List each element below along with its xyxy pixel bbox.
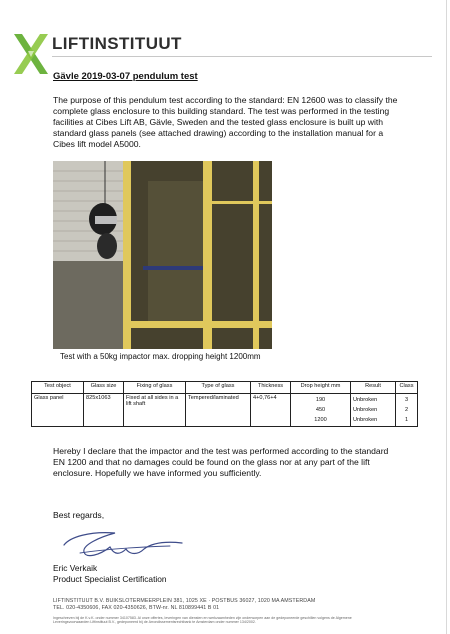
intro-paragraph: The purpose of this pendulum test according to the standard: EN 12600 was to classify the complete glass enclosure to this building standard. The test was performed in the testing facilities at Cibes Lift AB, Gävle, Sweden and the tested glass enclosure is built up with standard glass panels (see attached drawing) according to the installation manual for a Cibes lift model A5000.: [53, 95, 398, 149]
drop-height-value: 450: [315, 407, 326, 413]
handwritten-signature: [60, 525, 190, 565]
class-value: 2: [404, 407, 409, 413]
header-divider: [52, 56, 432, 57]
header-cell: Type of glass: [186, 382, 251, 394]
drop-height-value: 1200: [314, 417, 327, 423]
brand-name: LIFTINSTITUUT: [52, 34, 182, 53]
drop-height-value: 190: [315, 397, 326, 403]
class-value: 1: [404, 417, 409, 423]
footer-address: LIFTINSTITUUT B.V. BUIKSLOTERMEERPLEIN 381, 1025 XE · POSTBUS 36027, 1020 MA AMSTERDAM: [53, 598, 316, 604]
signer-name: Eric Verkaik: [53, 563, 98, 573]
header-cell: Glass size: [84, 382, 124, 394]
header-cell: Thickness: [251, 382, 291, 394]
table-row: [32, 394, 418, 427]
result-value: Unbroken: [353, 397, 378, 403]
test-photo: [53, 161, 272, 349]
header-cell: Drop height mm: [291, 382, 351, 394]
cell-drop-heights: [291, 394, 351, 427]
cell-glass-size: 825x1063: [84, 394, 124, 427]
cell-fixing: Fixed at all sides in a lift shaft: [124, 394, 186, 427]
cell-classes: [396, 394, 418, 427]
page-edge-line: [446, 0, 447, 634]
footer-contact: TEL. 020-4350606, FAX 020-4350626, BTW-nr. NL 810899441 B 01: [53, 605, 220, 611]
results-table: [31, 381, 418, 427]
cell-glass-type: Tempered/laminated: [186, 394, 251, 427]
header-cell: Class: [396, 382, 418, 394]
cell-thickness: 4+0,76+4: [251, 394, 291, 427]
header-cell: Fixing of glass: [124, 382, 186, 394]
cell-test-object: Glass panel: [32, 394, 84, 427]
signer-role: Product Specialist Certification: [53, 574, 167, 584]
declaration-paragraph: Hereby I declare that the impactor and the test was performed according to the standard EN 1200 and that no damages could be found on the glass nor at any part of the lift enclosure. Hopefully we have informed you sufficiently.: [53, 446, 389, 478]
cell-results: [351, 394, 396, 427]
footer-fine-print: Ingeschreven bij de K.v.K. onder nummer 34107583. Al onze offertes, leveringen van diensten en werkzaamheden zijn onderworpen aan de gedeponeerde geschillen volgens de Algemene Leveringsvoorwaarden Liftinstituut B.V., gedeponeerd bij de Arrondissementsrechtbank te Amsterdam onder nummer 134/2002.: [53, 616, 352, 625]
document-title: Gävle 2019-03-07 pendulum test: [53, 71, 198, 82]
result-value: Unbroken: [353, 407, 378, 413]
header-cell: Result: [351, 382, 396, 394]
table-header-row: [32, 382, 418, 394]
header-cell: Test object: [32, 382, 84, 394]
photo-caption: Test with a 50kg impactor max. dropping height 1200mm: [60, 352, 261, 361]
closing-regards: Best regards,: [53, 510, 105, 520]
result-value: Unbroken: [353, 417, 378, 423]
x-logo-icon: [14, 32, 48, 76]
class-value: 3: [404, 397, 409, 403]
